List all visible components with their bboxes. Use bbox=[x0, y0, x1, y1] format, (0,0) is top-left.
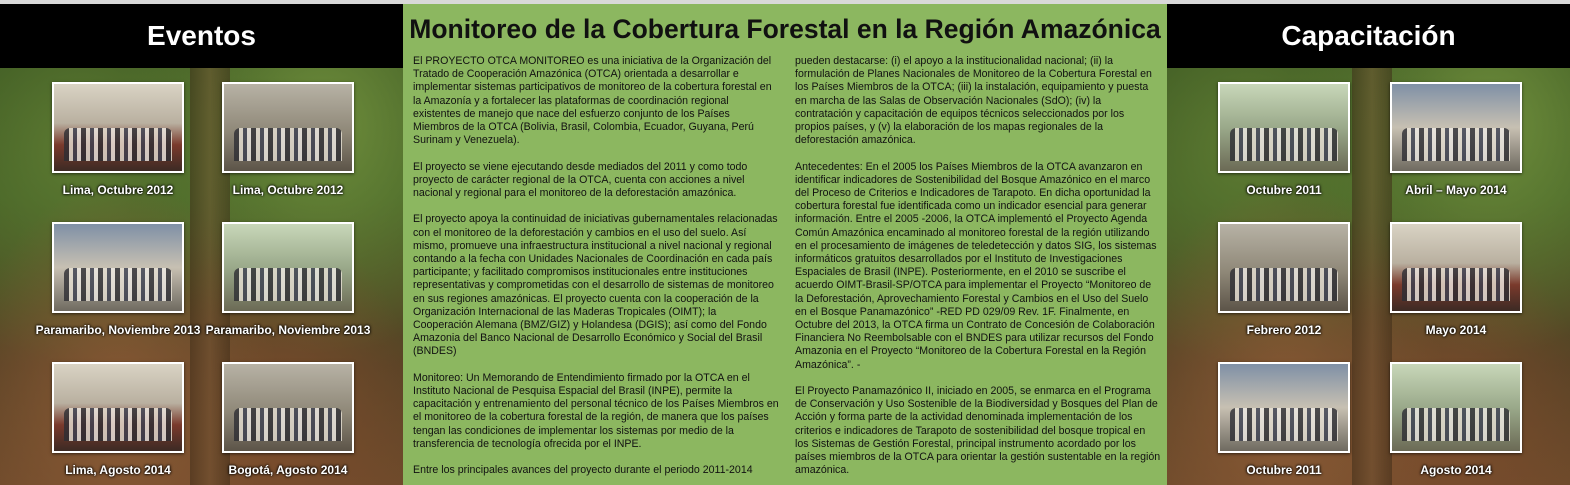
photo-caption: Lima, Octubre 2012 bbox=[62, 183, 174, 197]
eventos-title: Eventos bbox=[147, 20, 256, 51]
training-photo bbox=[1218, 222, 1350, 313]
training-photo-card bbox=[1193, 222, 1375, 338]
eventos-header bbox=[0, 4, 403, 68]
photo-caption: Febrero 2012 bbox=[1246, 323, 1322, 337]
paragraph: El proyecto apoya la continuidad de iniciativas gubernamentales relacionadas con el monitoreo de la deforestación y cambios en el uso del suelo. Así mismo, promueve una infraestructura institucional a nivel nacional y regional contando a la fecha con Unidades Nacionales de Coordinación en cada país participante; y facilitado compromisos institucionales entre instituciones representativas y comprometidas con el desarrollo de sistemas de monitoreo en sus regiones amazónicas. El proyecto cuenta con la cooperación de la Organización Internacional de las Maderas Tropicales (OIMT); la Cooperación Alemana (BMZ/GIZ) y Holandesa (DGIS); así como del Fondo Amazonia del Banco Nacional de Desarrollo Económico y Social del Brasil (BNDES) bbox=[413, 213, 778, 358]
training-photo-card bbox=[1193, 82, 1375, 198]
event-photo-card bbox=[27, 222, 209, 338]
photo-caption: Lima, Octubre 2012 bbox=[232, 183, 344, 197]
training-photo-card bbox=[1365, 362, 1547, 478]
event-photo bbox=[52, 82, 184, 173]
training-photo bbox=[1218, 82, 1350, 173]
photo-caption: Lima, Agosto 2014 bbox=[65, 463, 171, 477]
training-photo bbox=[1390, 222, 1522, 313]
photo-caption: Mayo 2014 bbox=[1425, 323, 1487, 337]
paragraph: Antecedentes: En el 2005 los Países Miembros de la OTCA avanzaron en identificar indicadores de Sostenibilidad del Bosque Amazónico en el marco del Proceso de Criterios e Indicadores de Tarapoto. En dicha oportunidad la cobertura forestal fue identificada como un indicador esencial para generar información. Entre el 2005 -2006, la OTCA implementó el Proyecto Agenda Común Amazónica encaminado al monitoreo forestal de la región utilizando en el procesamiento de imágenes de teledetección y datos SIG, los sistemas informáticos gratuitos desarrollados por el Instituto de Investigaciones Espaciales de Brasil (INPE). Posteriormente, en el 2010 se suscribe el acuerdo OIMT-Brasil-SP/OTCA para implementar el Proyecto “Monitoreo de la Deforestación, Aprovechamiento Forestal y Cambios en el Uso del Suelo en el Bosque Panamazónico” -RED PD 029/09 Rev. 1F. Finalmente, en Octubre del 2013, la OTCA firma un Contrato de Concesión de Colaboración Financiera No Reembolsable con el BNDES para utilizar recursos del Fondo Amazonia en el Proyecto “Monitoreo de la Cobertura Forestal en la Región Amazónica”. - bbox=[795, 160, 1157, 371]
photo-caption: Octubre 2011 bbox=[1246, 463, 1322, 477]
paragraph: El PROYECTO OTCA MONITOREO es una iniciativa de la Organización del Tratado de Cooperación Amazónica (OTCA) orientada a desarrollar e implementar sistemas participativos de monitoreo de la cobertura forestal en la Amazonía y a fortalecer las plataformas de coordinación regional existentes de manejo que nace del esfuerzo conjunto de los Países Miembros de la OTCA (Bolivia, Brasil, Colombia, Ecuador, Guyana, Perú Surinam y Venezuela). bbox=[413, 55, 772, 147]
training-photo bbox=[1218, 362, 1350, 453]
page-title: Monitoreo de la Cobertura Forestal en la Región Amazónica bbox=[409, 14, 1161, 44]
event-photo bbox=[52, 222, 184, 313]
paragraph: El proyecto se viene ejecutando desde mediados del 2011 y como todo proyecto de carácter regional de la OTCA, cuenta con acciones a nivel nacional y regional para el monitoreo de la deforestación amazónica. bbox=[413, 160, 748, 200]
capacitacion-panel bbox=[1167, 4, 1570, 485]
photo-caption: Paramaribo, Noviembre 2013 bbox=[35, 323, 201, 337]
training-photo bbox=[1390, 362, 1522, 453]
event-photo bbox=[222, 362, 354, 453]
photo-caption: Agosto 2014 bbox=[1420, 463, 1492, 477]
photo-caption: Paramaribo, Noviembre 2013 bbox=[205, 323, 371, 337]
eventos-panel bbox=[0, 4, 403, 485]
training-photo bbox=[1390, 82, 1522, 173]
text-column-left bbox=[413, 55, 779, 485]
text-column-right bbox=[795, 55, 1161, 485]
event-photo bbox=[52, 362, 184, 453]
training-photo-card bbox=[1365, 82, 1547, 198]
event-photo-card bbox=[27, 362, 209, 478]
event-photo-card bbox=[27, 82, 209, 198]
photo-caption: Abril – Mayo 2014 bbox=[1405, 183, 1507, 197]
training-photo-card bbox=[1193, 362, 1375, 478]
event-photo bbox=[222, 222, 354, 313]
main-content-panel bbox=[403, 4, 1167, 485]
photo-caption: Bogotá, Agosto 2014 bbox=[228, 463, 348, 477]
event-photo bbox=[222, 82, 354, 173]
paragraph: Entre los principales avances del proyecto durante el periodo 2011-2014 bbox=[413, 464, 753, 477]
capacitacion-header bbox=[1167, 4, 1570, 68]
event-photo-card bbox=[197, 362, 379, 478]
paragraph: El Proyecto Panamazónico II, iniciado en 2005, se enmarca en el Programa de Conservación y Uso Sostenible de la Biodiversidad y Bosques del Plan de Acción y forma parte de la actividad denominada implementación de los criterios e indicadores de Tarapoto de sostenibilidad del bosque tropical en los Sistemas de Gestión Forestal, principal instrumento acordado por los países miembros de la OTCA para orientar la gestión sustentable en la región amazónica. bbox=[795, 385, 1161, 477]
capacitacion-title: Capacitación bbox=[1281, 20, 1456, 51]
event-photo-card bbox=[197, 222, 379, 338]
training-photo-card bbox=[1365, 222, 1547, 338]
photo-caption: Octubre 2011 bbox=[1246, 183, 1322, 197]
event-photo-card bbox=[197, 82, 379, 198]
paragraph: pueden destacarse: (i) el apoyo a la institucionalidad nacional; (ii) la formulación de Planes Nacionales de Monitoreo de la Cobertura Forestal en los Países Miembros de la OTCA; (iii) la instalación, equipamiento y puesta en marcha de las Salas de Observación Nacionales (SdO); (iv) la contratación y capacitación de equipos técnicos seleccionados por los propios países, y (v) la elaboración de los mapas regionales de la deforestación amazónica. bbox=[795, 55, 1152, 147]
paragraph: Monitoreo: Un Memorando de Entendimiento firmado por la OTCA en el Instituto Nacional de Pesquisa Espacial del Brasil (INPE), permite la capacitación y entrenamiento del personal técnico de los Países Miembros en el monitoreo de la cobertura forestal de la región, de manera que los países tengan las condiciones de implementar los sistemas por medio de la transferencia de tecnología ofrecida por el INPE. bbox=[413, 371, 779, 450]
